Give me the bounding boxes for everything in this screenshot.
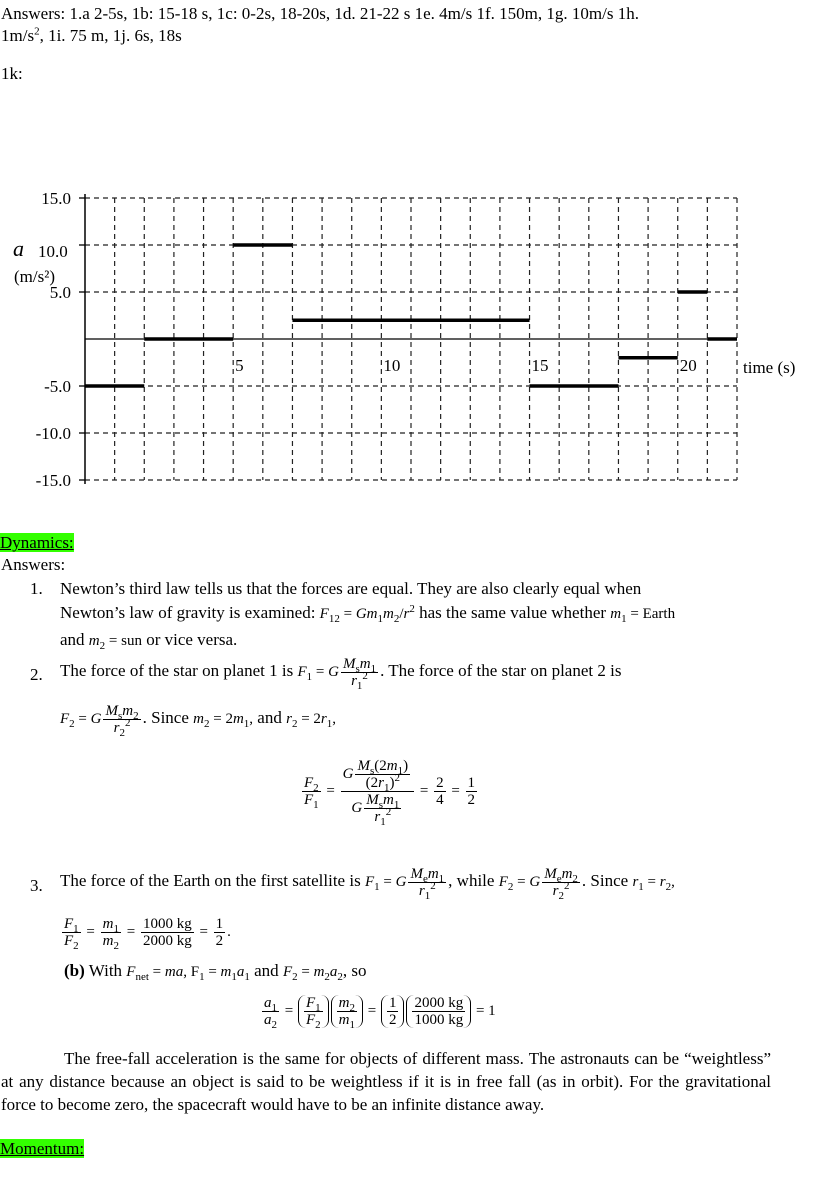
f2-equals: $F_2 = m_2a_2$ [282,964,343,983]
momentum-heading: Momentum: [0,1139,85,1158]
y-tick-label: -5.0 [44,377,71,396]
y-tick-label: 15.0 [41,189,71,208]
force-planet1-formula: $F_1 = G$ $\frac{M_sm_1}{r_1^2}$ [297,656,377,692]
part-b-text-a: With [88,961,123,980]
item2-line-b [60,703,336,739]
sat-force-ratio: $\frac{F_1}{F_2}$ = $\frac{m_1}{m_2}$ = $\frac{1000 kg}{2000 kg}$ = $\frac{1}{2}$ . [64,916,231,952]
sat-ratio-numerator: 1 [215,916,224,932]
label-1k: 1k: [1,64,23,83]
mass2-value: 2000 kg [142,933,192,949]
accel-mass2: 2000 kg [414,995,464,1011]
sat-ratio-denominator: 2 [215,933,224,949]
m1-equals: $m_1$ = Earth [610,606,676,625]
item1-line-b [60,603,675,623]
item2-text-d: and [257,707,282,727]
force-planet2-formula: $F_2 = G$ $\frac{M_sm_2}{r_2^2}$ [60,703,139,739]
dynamics-answers-label: Answers: [1,555,66,574]
accel-ratio-one: 1 [388,995,397,1011]
item2-text-a: The force of the star on planet 1 is [60,660,294,680]
item3-number: 3. [30,876,43,895]
m1-value: Earth [642,606,676,622]
item1-line-c [60,630,237,650]
item1-line-a: Newton’s third law tells us that the forces are equal. They are also clearly equal when [60,579,642,598]
answers-line-1: Answers: 1.a 2-5s, 1b: 15-18 s, 1c: 0-2s, 18-20s, 1d. 21-22 s 1e. 4m/s 1f. 150m, 1g. 10m/s 1h. [1,4,639,23]
x-tick-label: 5 [235,356,244,375]
answers-line-2-sup: 2 [34,25,40,38]
accel-mass1: 1000 kg [414,1012,464,1028]
mass1-value: 1000 kg [142,916,192,932]
accel-ratio-two: 2 [388,1012,397,1028]
ratio-result-denominator: 2 [467,792,476,808]
m2-equals: $m_2$ = sun [88,633,142,652]
x-tick-label: 20 [679,356,697,375]
item1-text-c: has the same value whether [419,603,607,622]
m2-value: sun [121,633,142,649]
x-tick-label: 15 [531,356,549,375]
y-tick-label: 5.0 [49,283,71,302]
force-sat1-formula: $F_1 = G$ $\frac{M_em_1}{r_1^2}$ [364,866,445,902]
y-axis-label-value: 10.0 [38,242,68,261]
x-axis-label: time (s) [743,358,796,377]
newton-second-law: $F_{net}$ = ma, $F_1 = m_1a_1$ [126,964,250,983]
item3-text-c: . Since [581,870,629,890]
ratio-denominator: 4 [436,792,444,808]
item1-text-e: or vice versa. [146,630,238,649]
item2-text-b: . The force of the star on planet 2 is [380,660,622,680]
x-tick-label: 10 [383,356,401,375]
item2-line-a [60,656,772,692]
part-b-text-b: and [254,961,279,980]
item1-number: 1. [30,579,43,598]
dynamics-heading: Dynamics: [0,533,74,552]
item3-text-a: The force of the Earth on the first satellite is [60,870,361,890]
item2-number: 2. [30,665,43,684]
mass-relation: $m_2 = 2m_1$, [193,710,254,730]
y-tick-label: -10.0 [35,424,71,443]
answers-line-2 [1,26,182,46]
ratio-numerator: 2 [436,775,444,791]
acceleration-ratio: $\frac{a_1}{a_2}$ = $\frac{F_1}{F_2}$ $\frac{m_2}{m_1}$ = $\frac{1}{2}$ $\frac{2000 kg}{1000 kg}$ = 1 [264,995,496,1031]
y-axis-unit: (m/s²) [14,267,55,286]
y-tick-label: -15.0 [35,471,71,490]
freefall-paragraph: The free-fall acceleration is the same for objects of different mass. The astronauts can be “weightless” at any distance because an object is said to be weightless if it is in free fall (as in orbit). For the gravitational force to become zero, the spacecraft would have to be an infinite distance away. [1,1049,771,1114]
answers-line-2-pre: 1m/s [1,26,35,45]
part-b-label: (b) [64,961,85,980]
ratio-result-numerator: 1 [467,775,476,791]
item2-text-c: . Since [142,707,189,727]
item1-text-d: and [60,630,85,649]
item3-line-a [60,866,772,902]
force-sat2-formula: $F_2 = G$ $\frac{M_em_2}{r_2^2}$ [498,866,578,902]
item3-part-b [64,961,367,981]
accel-ratio-result: 1 [488,1002,496,1019]
gravity-law-formula: $F_{12} = Gm_1m_2/r^2$ [319,603,415,625]
y-axis-symbol: a [13,236,24,261]
acceleration-time-chart [0,180,816,510]
force-ratio-equation: $\frac{F_2}{F_1}$ = G $\frac{M_s(2m_1)}{(2r_1)^2}$ G $\frac{M_sm_1}{r_1^2}$ = $\frac{2}{4}$ = $\frac{1}{2}$ [304,758,476,828]
answers-line-2-post: , 1i. 75 m, 1j. 6s, 18s [39,26,182,45]
radii-equal: $r_1 = r_2$, [632,873,675,893]
part-b-text-c: , so [342,961,367,980]
item1-text-b: Newton’s law of gravity is examined: [60,603,316,622]
radius-relation: $r_2 = 2r_1$, [286,710,336,730]
item3-text-b: , while [448,870,495,890]
